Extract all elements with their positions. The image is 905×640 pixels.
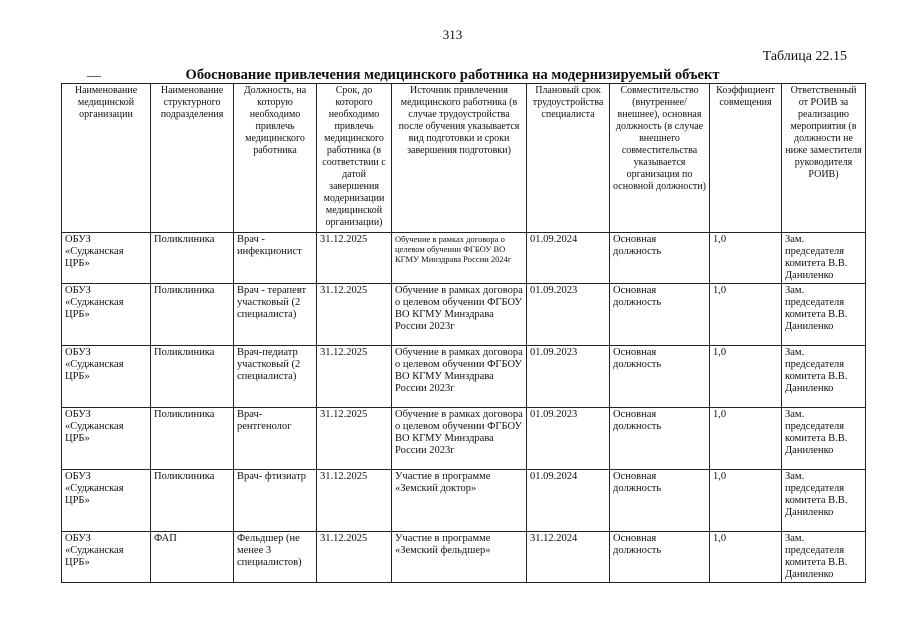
col-header-deadline: Срок, до которого необходимо привлечь медицинского работника (в соответствии с датой завершения модернизации медицинской организации)	[317, 84, 392, 233]
cell-org: ОБУЗ «Суджанская ЦРБ»	[62, 470, 151, 532]
page-number: 313	[442, 27, 463, 42]
cell-coefficient: 1,0	[710, 346, 782, 408]
cell-unit: Поликлиника	[151, 346, 234, 408]
col-header-coefficient: Коэффициент совмещения	[710, 84, 782, 233]
cell-coefficient: 1,0	[710, 233, 782, 284]
cell-responsible: Зам. председателя комитета В.В. Даниленко	[782, 284, 866, 346]
cell-employment-date: 01.09.2024	[527, 470, 610, 532]
cell-position: Врач - терапевт участковый (2 специалиста)	[234, 284, 317, 346]
col-header-source: Источник привлечения медицинского работника (в случае трудоустройства после обучения указывается вид подготовки и сроки завершения подготовки)	[392, 84, 527, 233]
col-header-position: Должность, на которую необходимо привлечь медицинского работника	[234, 84, 317, 233]
cell-unit: Поликлиника	[151, 284, 234, 346]
col-header-combination: Совместительство (внутреннее/внешнее), основная должность (в случае внешнего совместительства указывается организация по основной должности)	[610, 84, 710, 233]
document-title: Обоснование привлечения медицинского работника на модернизируемый объект	[185, 67, 720, 83]
cell-employment-date: 01.09.2023	[527, 408, 610, 470]
cell-combination: Основная должность	[610, 408, 710, 470]
cell-position: Врач-педиатр участковый (2 специалиста)	[234, 346, 317, 408]
cell-responsible: Зам. председателя комитета В.В. Даниленко	[782, 233, 866, 284]
cell-coefficient: 1,0	[710, 284, 782, 346]
justification-table	[61, 83, 866, 583]
col-header-unit: Наименование структурного подразделения	[151, 84, 234, 233]
cell-position: Врач - инфекционист	[234, 233, 317, 284]
cell-combination: Основная должность	[610, 532, 710, 583]
cell-org: ОБУЗ «Суджанская ЦРБ»	[62, 233, 151, 284]
cell-unit: Поликлиника	[151, 470, 234, 532]
cell-responsible: Зам. председателя комитета В.В. Даниленко	[782, 470, 866, 532]
cell-combination: Основная должность	[610, 470, 710, 532]
table-row	[62, 233, 866, 284]
cell-responsible: Зам. председателя комитета В.В. Даниленко	[782, 346, 866, 408]
table-row	[62, 346, 866, 408]
cell-deadline: 31.12.2025	[317, 284, 392, 346]
cell-deadline: 31.12.2025	[317, 233, 392, 284]
cell-employment-date: 01.09.2023	[527, 284, 610, 346]
cell-deadline: 31.12.2025	[317, 470, 392, 532]
cell-org: ОБУЗ «Суджанская ЦРБ»	[62, 532, 151, 583]
cell-employment-date: 31.12.2024	[527, 532, 610, 583]
cell-employment-date: 01.09.2024	[527, 233, 610, 284]
table-row	[62, 408, 866, 470]
col-header-org: Наименование медицинской организации	[62, 84, 151, 233]
cell-combination: Основная должность	[610, 233, 710, 284]
cell-coefficient: 1,0	[710, 408, 782, 470]
cell-coefficient: 1,0	[710, 470, 782, 532]
cell-deadline: 31.12.2025	[317, 532, 392, 583]
cell-position: Фельдшер (не менее 3 специалистов)	[234, 532, 317, 583]
col-header-employment-date: Плановый срок трудоустройства специалиста	[527, 84, 610, 233]
table-row	[62, 284, 866, 346]
cell-source: Участие в программе «Земский доктор»	[392, 470, 527, 532]
table-number: Таблица 22.15	[762, 49, 847, 64]
cell-responsible: Зам. председателя комитета В.В. Даниленко	[782, 408, 866, 470]
cell-unit: Поликлиника	[151, 408, 234, 470]
cell-org: ОБУЗ «Суджанская ЦРБ»	[62, 408, 151, 470]
cell-employment-date: 01.09.2023	[527, 346, 610, 408]
cell-responsible: Зам. председателя комитета В.В. Даниленко	[782, 532, 866, 583]
cell-source: Обучение в рамках договора о целевом обучении ФГБОУ ВО КГМУ Минздрава России 2024г	[392, 233, 527, 284]
table-row	[62, 470, 866, 532]
cell-org: ОБУЗ «Суджанская ЦРБ»	[62, 346, 151, 408]
cell-source: Участие в программе «Земский фельдшер»	[392, 532, 527, 583]
header-row	[62, 84, 866, 233]
cell-deadline: 31.12.2025	[317, 408, 392, 470]
cell-unit: Поликлиника	[151, 233, 234, 284]
cell-source: Обучение в рамках договора о целевом обучении ФГБОУ ВО КГМУ Минздрава России 2023г	[392, 346, 527, 408]
table-row	[62, 532, 866, 583]
cell-coefficient: 1,0	[710, 532, 782, 583]
cell-unit: ФАП	[151, 532, 234, 583]
col-header-responsible: Ответственный от РОИВ за реализацию мероприятия (в должности не ниже заместителя руководителя РОИВ)	[782, 84, 866, 233]
cell-combination: Основная должность	[610, 346, 710, 408]
cell-source: Обучение в рамках договора о целевом обучении ФГБОУ ВО КГМУ Минздрава России 2023г	[392, 408, 527, 470]
cell-combination: Основная должность	[610, 284, 710, 346]
cell-org: ОБУЗ «Суджанская ЦРБ»	[62, 284, 151, 346]
cell-deadline: 31.12.2025	[317, 346, 392, 408]
cell-position: Врач- фтизиатр	[234, 470, 317, 532]
cell-source: Обучение в рамках договора о целевом обучении ФГБОУ ВО КГМУ Минздрава России 2023г	[392, 284, 527, 346]
cell-position: Врач- рентгенолог	[234, 408, 317, 470]
